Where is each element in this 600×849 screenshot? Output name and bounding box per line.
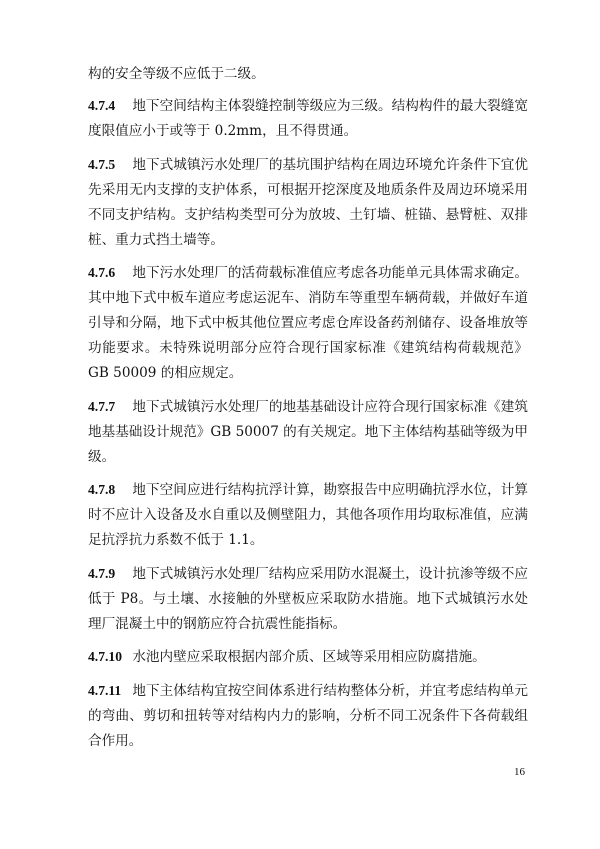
- clause-text: 地下式城镇污水处理厂结构应采用防水混凝土，设计抗渗等级不应低于 P8。与土壤、水接触的外壁板应采取防水措施。地下式城镇污水处理厂混凝土中的钢筋应符合抗震性能指标。: [88, 565, 528, 632]
- clause-number: 4.7.6: [88, 265, 116, 280]
- clause-4-7-7: [88, 394, 528, 470]
- clause-4-7-11: [88, 678, 528, 754]
- clause-number: 4.7.9: [88, 565, 116, 581]
- clause-text: 地下式城镇污水处理厂的基坑围护结构在周边环境允许条件下宜优先采用无内支撑的支护体系，可根据开挖深度及地质条件及周边环境采用不同支护结构。支护结构类型可分为放坡、土钉墙、桩锚、悬臂桩、双排桩、重力式挡土墙等。: [88, 156, 528, 248]
- clause-4-7-6: [88, 260, 528, 386]
- clause-text: 地下空间应进行结构抗浮计算，勘察报告中应明确抗浮水位，计算时不应计入设备及水自重以及侧壁阻力，其他各项作用均取标准值，应满足抗浮抗力系数不低于 1.1。: [88, 482, 528, 548]
- clause-number: 4.7.7: [88, 398, 116, 414]
- clause-number: 4.7.8: [88, 482, 116, 497]
- clause-text: 地下空间结构主体裂缝控制等级应为三级。结构构件的最大裂缝宽度限值应小于或等于 0.2mm，且不得贯通。: [88, 98, 528, 139]
- clause-number: 4.7.5: [88, 156, 116, 172]
- clause-4-7-5: [88, 152, 528, 253]
- clause-number: 4.7.11: [88, 682, 122, 698]
- page-number: 16: [514, 766, 525, 778]
- clause-4-7-10: [88, 644, 528, 670]
- continuation-paragraph: 构的安全等级不应低于二级。: [88, 66, 265, 82]
- clause-number: 4.7.10: [88, 649, 122, 664]
- clause-4-7-9: [88, 561, 528, 637]
- clause-number: 4.7.4: [88, 98, 116, 113]
- clause-4-7-8: [88, 477, 528, 553]
- clause-4-7-4: [88, 93, 528, 144]
- clause-text: 地下污水处理厂的活荷载标准值应考虑各功能单元具体需求确定。其中地下式中板车道应考虑运泥车、消防车等重型车辆荷载，并做好车道引导和分隔，地下式中板其他位置应考虑仓库设备药剂储存、设备堆放等功能要求。未特殊说明部分应符合现行国家标准《建筑结构荷载规范》GB 50009 的相应规定。: [88, 265, 528, 381]
- clause-text: 水池内壁应采取根据内部介质、区域等采用相应防腐措施。: [132, 649, 486, 665]
- clause-text: 地下式城镇污水处理厂的地基基础设计应符合现行国家标准《建筑地基基础设计规范》GB 50007 的有关规定。地下主体结构基础等级为甲级。: [88, 398, 528, 465]
- clause-text: 地下主体结构宜按空间体系进行结构整体分析，并宜考虑结构单元的弯曲、剪切和扭转等对结构内力的影响，分析不同工况条件下各荷载组合作用。: [88, 682, 528, 749]
- document-body: [88, 62, 528, 761]
